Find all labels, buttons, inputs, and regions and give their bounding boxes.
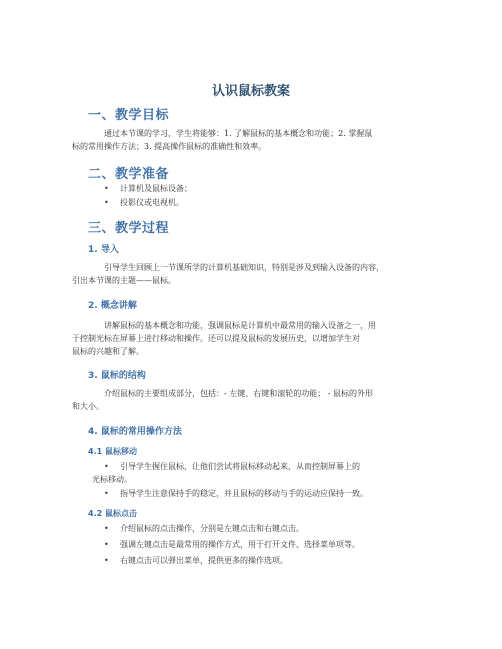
heading-common-operations: 4. 鼠标的常用操作方法 [88, 427, 182, 437]
list-item-text-continued: 光标移动。 [92, 475, 132, 484]
bullet-icon: • [104, 524, 109, 533]
bullet-icon: • [104, 198, 109, 207]
list-item [104, 182, 434, 195]
list-item-text: 计算机及鼠标设备； [120, 184, 192, 193]
heading-mouse-movement: 4.1 鼠标移动 [88, 447, 137, 456]
bullet-icon: • [104, 184, 109, 193]
structure-line-1: 介绍鼠标的主要组成部分，包括：- 左键、右键和滚轮的功能； - 鼠标的外形 [104, 389, 374, 398]
list-item [104, 538, 434, 551]
bullet-icon: • [104, 540, 109, 549]
objectives-paragraph [72, 127, 418, 153]
list-item [104, 487, 434, 500]
list-item-text: 引导学生握住鼠标，让他们尝试将鼠标移动起来，从而控制屏幕上的 [120, 462, 360, 471]
list-item [104, 196, 434, 209]
page-title: 认识鼠标教案 [211, 84, 290, 99]
heading-concept-explanation: 2. 概念讲解 [88, 301, 137, 311]
structure-line-2: 和大小。 [72, 402, 104, 411]
heading-introduction: 1. 导入 [88, 245, 119, 255]
concept-paragraph [72, 319, 418, 358]
heading-teaching-objectives: 一、教学目标 [88, 108, 170, 123]
heading-teaching-preparation: 二、教学准备 [88, 167, 170, 182]
introduction-line-2: 引出本节课的主题——鼠标。 [72, 276, 176, 285]
bullet-icon: • [104, 556, 109, 565]
list-item-text: 右键点击可以弹出菜单，提供更多的操作选项。 [120, 556, 288, 565]
concept-line-2: 于控制光标在屏幕上进行移动和操作。还可以提及鼠标的发展历史，以增加学生对 [72, 334, 360, 343]
list-item [104, 554, 434, 567]
list-item-text: 投影仪或电视机。 [120, 198, 184, 207]
concept-line-1: 讲解鼠标的基本概念和功能，强调鼠标是计算机中最常用的输入设备之一，用 [104, 321, 376, 330]
heading-mouse-structure: 3. 鼠标的结构 [88, 371, 146, 381]
list-item-text: 指导学生注意保持手的稳定，并且鼠标的移动与手的运动应保持一致。 [120, 489, 368, 498]
introduction-line-1: 引导学生回顾上一节课所学的计算机基础知识，特别是涉及到输入设备的内容， [104, 263, 384, 272]
structure-paragraph [72, 387, 418, 413]
bullet-icon: • [104, 462, 109, 471]
concept-line-3: 鼠标的兴趣和了解。 [72, 347, 144, 356]
list-item [92, 460, 434, 486]
list-item-text: 介绍鼠标的点击操作，分别是左键点击和右键点击。 [120, 524, 304, 533]
introduction-paragraph [72, 261, 418, 287]
bullet-icon: • [104, 489, 109, 498]
objectives-line-1: 通过本节课的学习，学生将能够：1. 了解鼠标的基本概念和功能；2. 掌握鼠 [104, 129, 373, 138]
list-item [104, 522, 434, 535]
objectives-line-2: 标的常用操作方法；3. 提高操作鼠标的准确性和效率。 [72, 142, 267, 151]
heading-teaching-process: 三、教学过程 [88, 221, 170, 236]
heading-mouse-click: 4.2 鼠标点击 [88, 509, 137, 518]
list-item-text: 强调左键点击是最常用的操作方式，用于打开文件、选择菜单项等。 [120, 540, 360, 549]
